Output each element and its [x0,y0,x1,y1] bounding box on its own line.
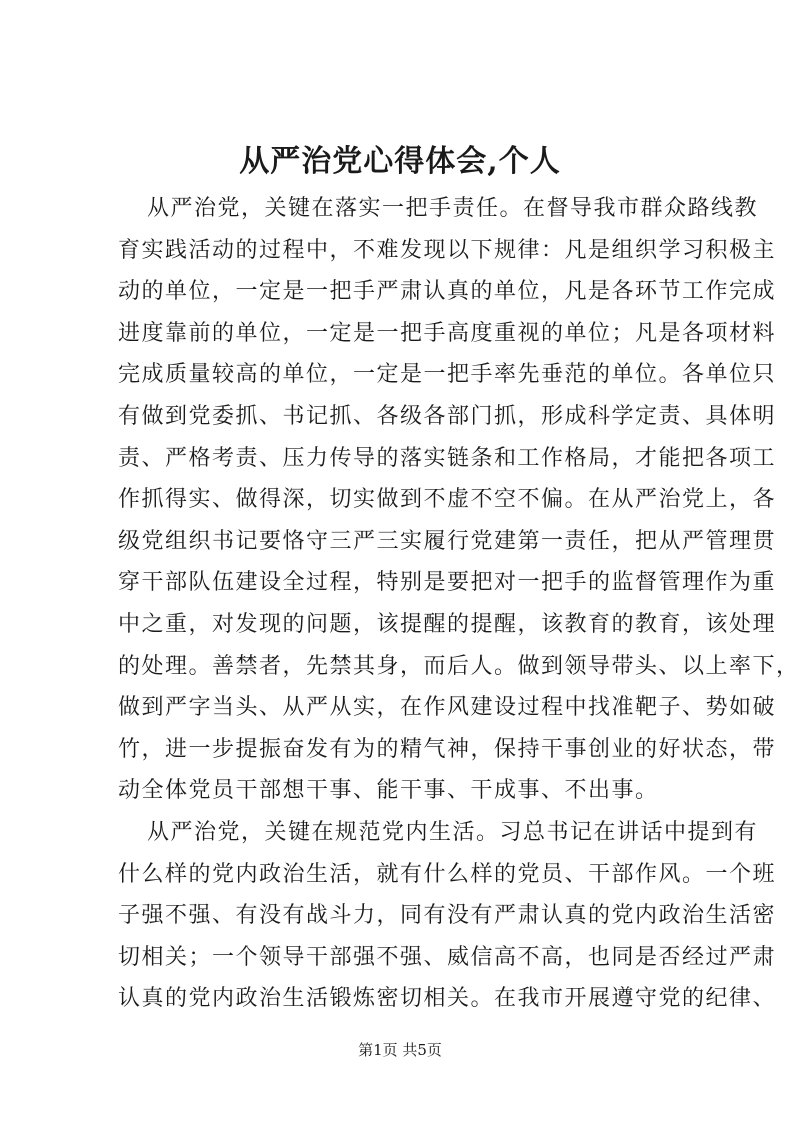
text-line: 育实践活动的过程中，不难发现以下规律：凡是组织学习积极主 [118,237,777,263]
document-body [118,188,800,1020]
text-line: 从严治党，关键在规范党内生活。习总书记在讲话中提到有 [147,819,759,845]
document-title: 从严治党心得体会,个人 [239,144,561,179]
text-line: 中之重，对发现的问题，该提醒的提醒，该教育的教育，该处理 [118,611,777,637]
text-line: 切相关；一个领导干部强不强、威信高不高，也同是否经过严肃 [118,944,777,970]
paragraph-1 [118,188,800,812]
text-line: 的处理。善禁者，先禁其身，而后人。做到领导带头、以上率下， [118,653,800,679]
text-line: 动的单位，一定是一把手严肃认真的单位，凡是各环节工作完成 [118,279,777,305]
text-line: 认真的党内政治生活锻炼密切相关。在我市开展遵守党的纪律、 [118,986,777,1012]
text-line: 从严治党，关键在落实一把手责任。在督导我市群众路线教 [147,196,759,221]
text-line: 有做到党委抓、书记抓、各级各部门抓，形成科学定责、具体明 [118,403,777,429]
text-line: 竹，进一步提振奋发有为的精气神，保持干事创业的好状态，带 [118,736,777,762]
text-line: 级党组织书记要恪守三严三实履行党建第一责任，把从严管理贯 [118,528,777,554]
text-line: 进度靠前的单位，一定是一把手高度重视的单位；凡是各项材料 [118,320,777,346]
text-line: 什么样的党内政治生活，就有什么样的党员、干部作风。一个班 [118,861,777,887]
text-line: 完成质量较高的单位，一定是一把手率先垂范的单位。各单位只 [118,362,777,388]
page-number-footer: 第1页 共5页 [358,1041,442,1059]
text-line: 动全体党员干部想干事、能干事、干成事、不出事。 [118,778,659,804]
paragraph-2 [118,812,777,1020]
text-line: 作抓得实、做得深，切实做到不虚不空不偏。在从严治党上，各 [118,487,777,513]
text-line: 穿干部队伍建设全过程，特别是要把对一把手的监督管理作为重 [118,570,777,596]
text-line: 子强不强、有没有战斗力，同有没有严肃认真的党内政治生活密 [118,903,777,929]
text-line: 责、严格考责、压力传导的落实链条和工作格局，才能把各项工 [118,445,777,471]
text-line: 做到严字当头、从严从实，在作风建设过程中找准靶子、势如破 [118,695,777,721]
